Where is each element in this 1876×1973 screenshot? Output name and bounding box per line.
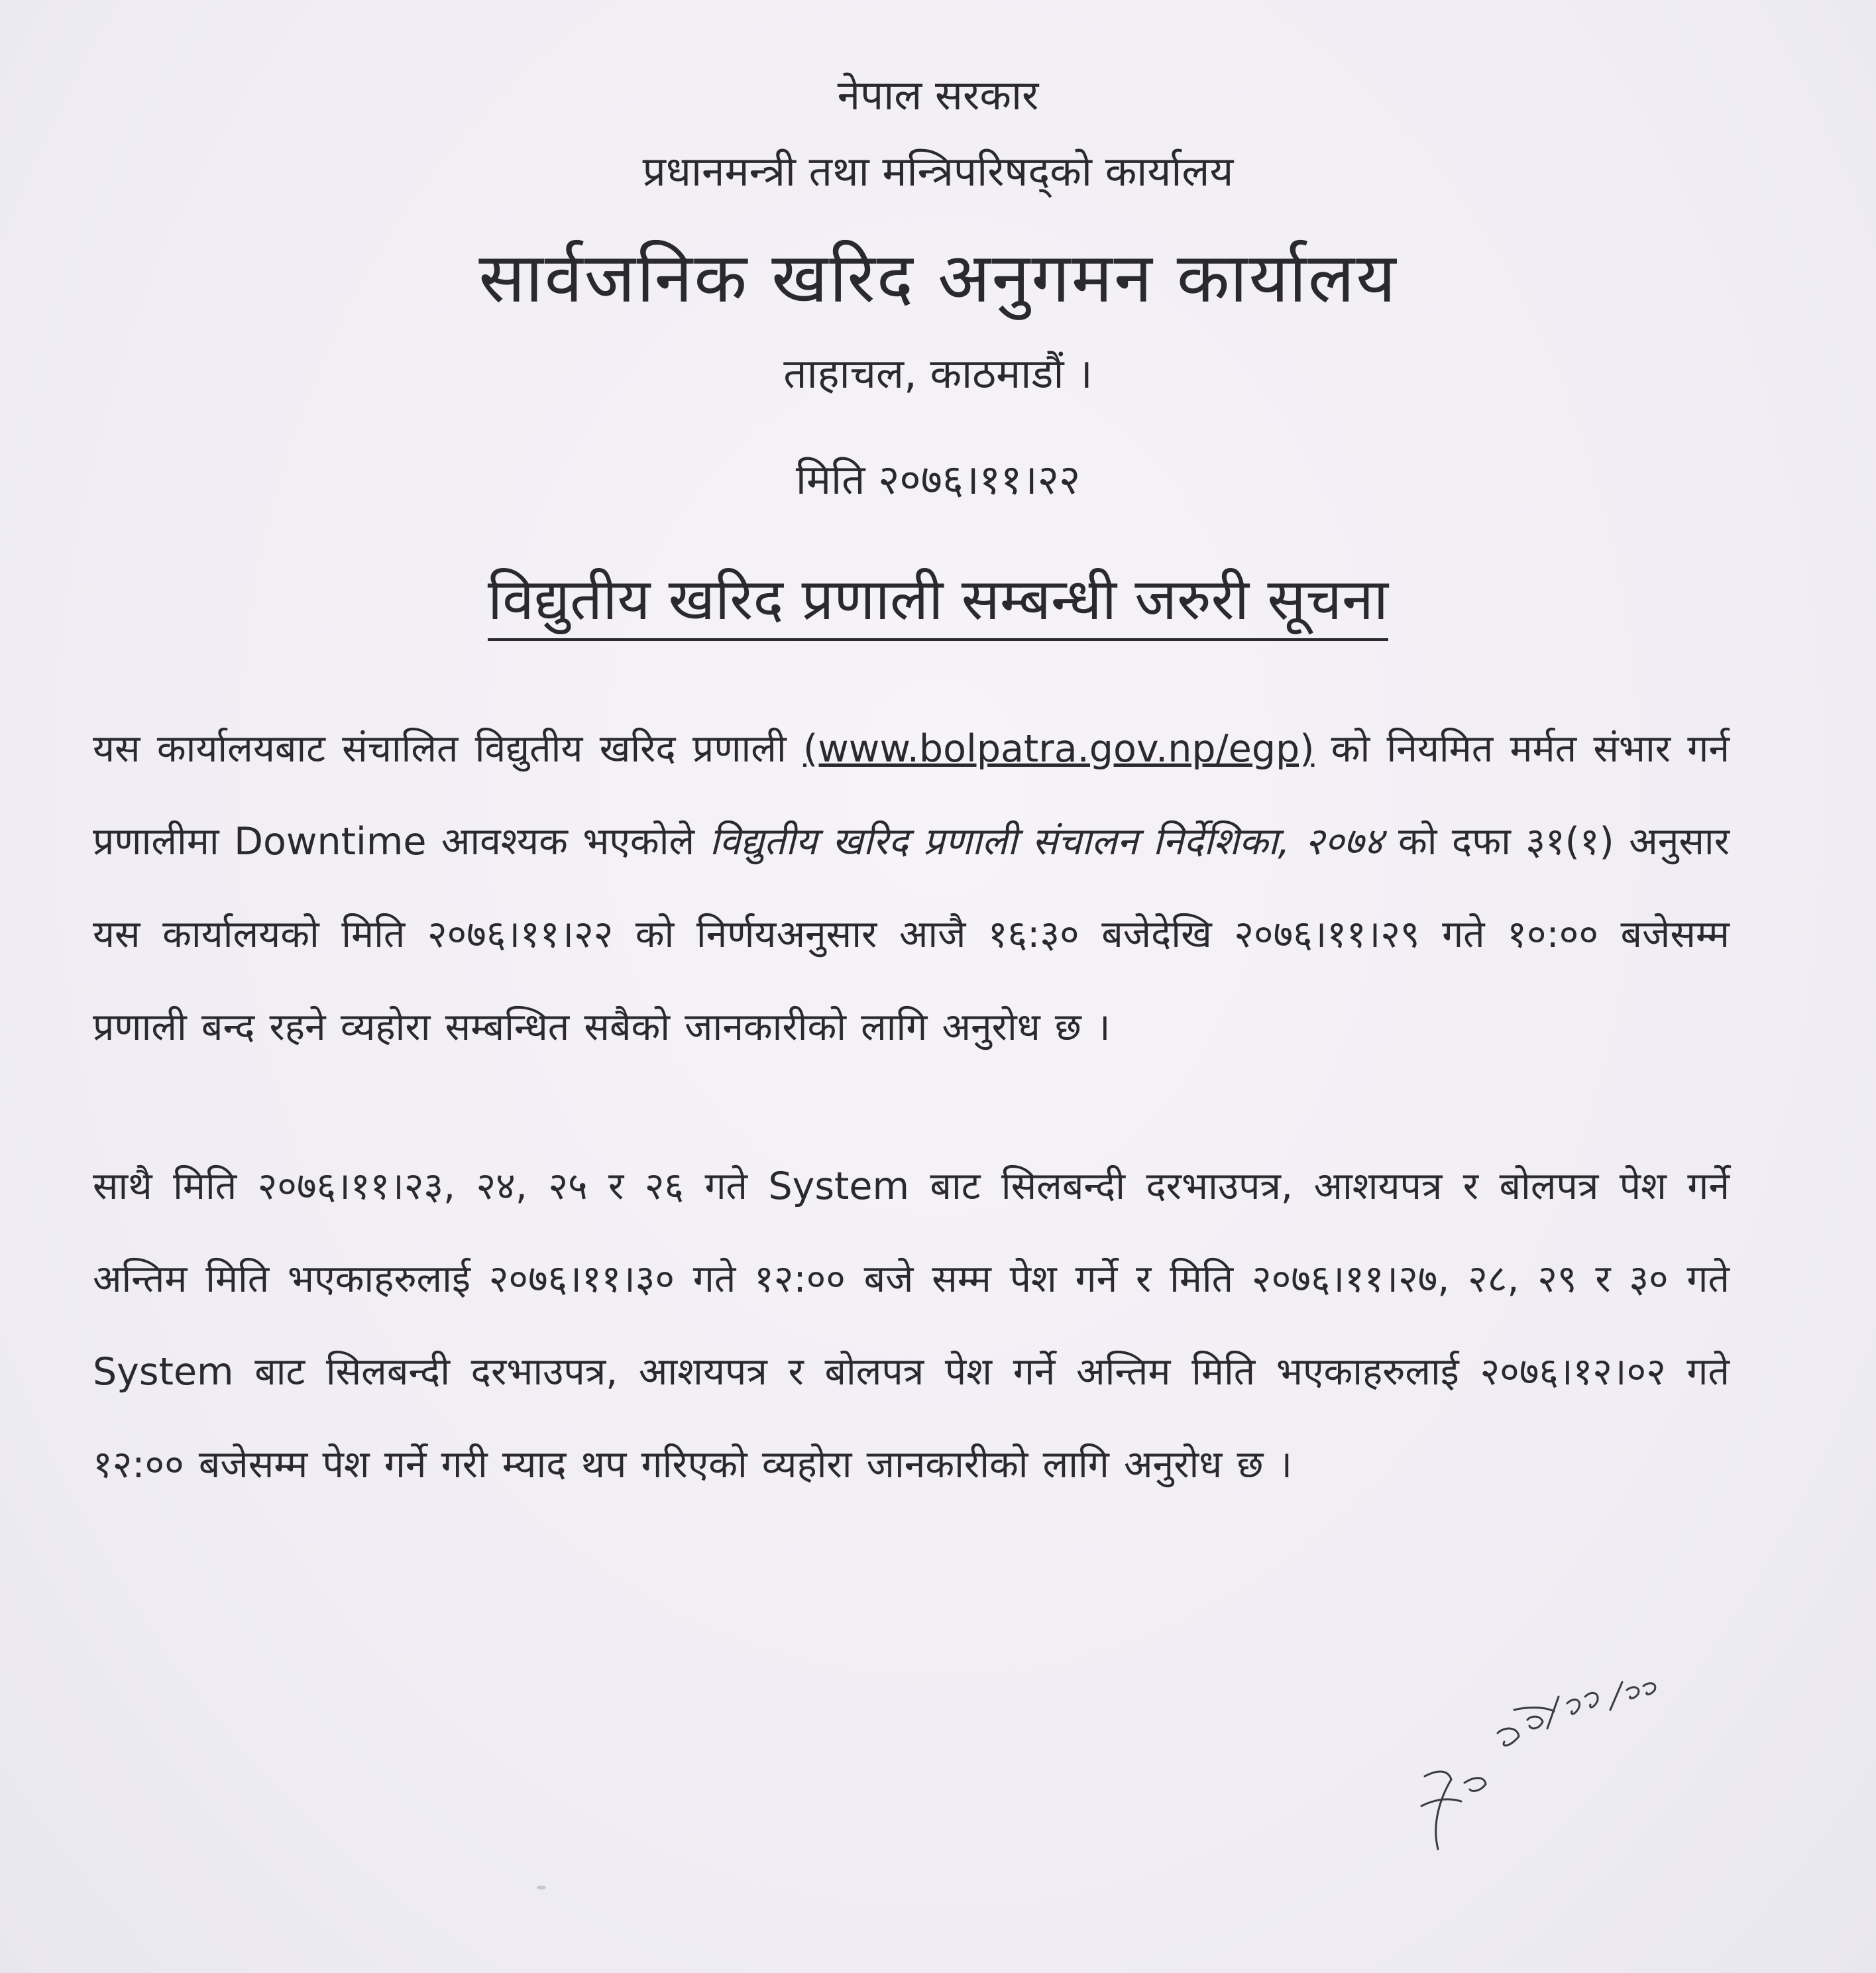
paper-mark <box>537 1886 546 1889</box>
signature-stroke <box>1627 1687 1639 1699</box>
signature-stroke <box>1567 1699 1580 1714</box>
notice-paragraph-2: साथै मिति २०७६।११।२३, २४, २५ र २६ गते System बाट सिलबन्दी दरभाउपत्र, आशयपत्र र बोलपत्र पेश गर्ने अन्तिम मिति भएकाहरुलाई २०७६।११।३० गते १२:०० बजे सम्म पेश गर्ने र मिति २०७६।११।२७, २८, २९ र ३० गते System बाट सिलबन्दी दरभाउपत्र, आशयपत्र र बोलपत्र पेश गर्ने अन्तिम मिति भएकाहरुलाई २०७६।१२।०२ गते १२:०० बजेसम्म पेश गर्ने गरी म्याद थप गरिएको व्यहोरा जानकारीको लागि अनुरोध छ । <box>93 1164 1730 1487</box>
signature-stroke <box>1585 1693 1598 1707</box>
signature-stroke <box>1464 1778 1486 1791</box>
signature-stroke <box>1610 1682 1622 1710</box>
government-name: नेपाल सरकार <box>837 71 1039 119</box>
signature-stroke <box>1514 1707 1554 1711</box>
signature-stroke <box>1425 1772 1451 1849</box>
signature-stroke <box>1527 1717 1543 1728</box>
office-name: सार्वजनिक खरिद अनुगमन कार्यालय <box>478 237 1398 318</box>
notice-paragraph-1 <box>93 703 1730 1074</box>
notice-subject <box>0 567 1876 641</box>
ministry-name: प्रधानमन्त्री तथा मन्त्रिपरिषद्को कार्यालय <box>642 147 1234 196</box>
signature-stroke <box>1498 1728 1519 1746</box>
directive-reference: विद्युतीय खरिद प्रणाली संचालन निर्देशिका, २०७४ <box>709 820 1384 864</box>
signature-stroke <box>1547 1697 1559 1728</box>
notice-date: मिति २०७६।११।२२ <box>795 455 1081 504</box>
signature-stroke <box>1643 1683 1655 1695</box>
egp-url-link[interactable]: (www.bolpatra.gov.np/egp) <box>802 727 1315 771</box>
signature <box>1411 1670 1716 1862</box>
paragraph-1-part-3: को दफा ३१(१) अनुसार यस कार्यालयको मिति २०७६।११।२२ को निर्णयअनुसार आजै १६:३० बजेदेखि २०७६।११।२९ गते १०:०० बजेसम्म प्रणाली बन्द रहने व्यहोरा सम्बन्धित सबैको जानकारीको लागि अनुरोध छ । <box>93 820 1730 1049</box>
notice-subject-text: विद्युतीय खरिद प्रणाली सम्बन्धी जरुरी सूचना <box>488 567 1388 641</box>
office-location: ताहाचल, काठमाडौं । <box>783 349 1093 398</box>
paragraph-1-part-1: यस कार्यालयबाट संचालित विद्युतीय खरिद प्रणाली <box>93 727 803 771</box>
paragraph-1-part-2: को नियमित मर्मत संभार गर्न प्रणालीमा Downtime आवश्यक भएकोले <box>93 727 1730 864</box>
